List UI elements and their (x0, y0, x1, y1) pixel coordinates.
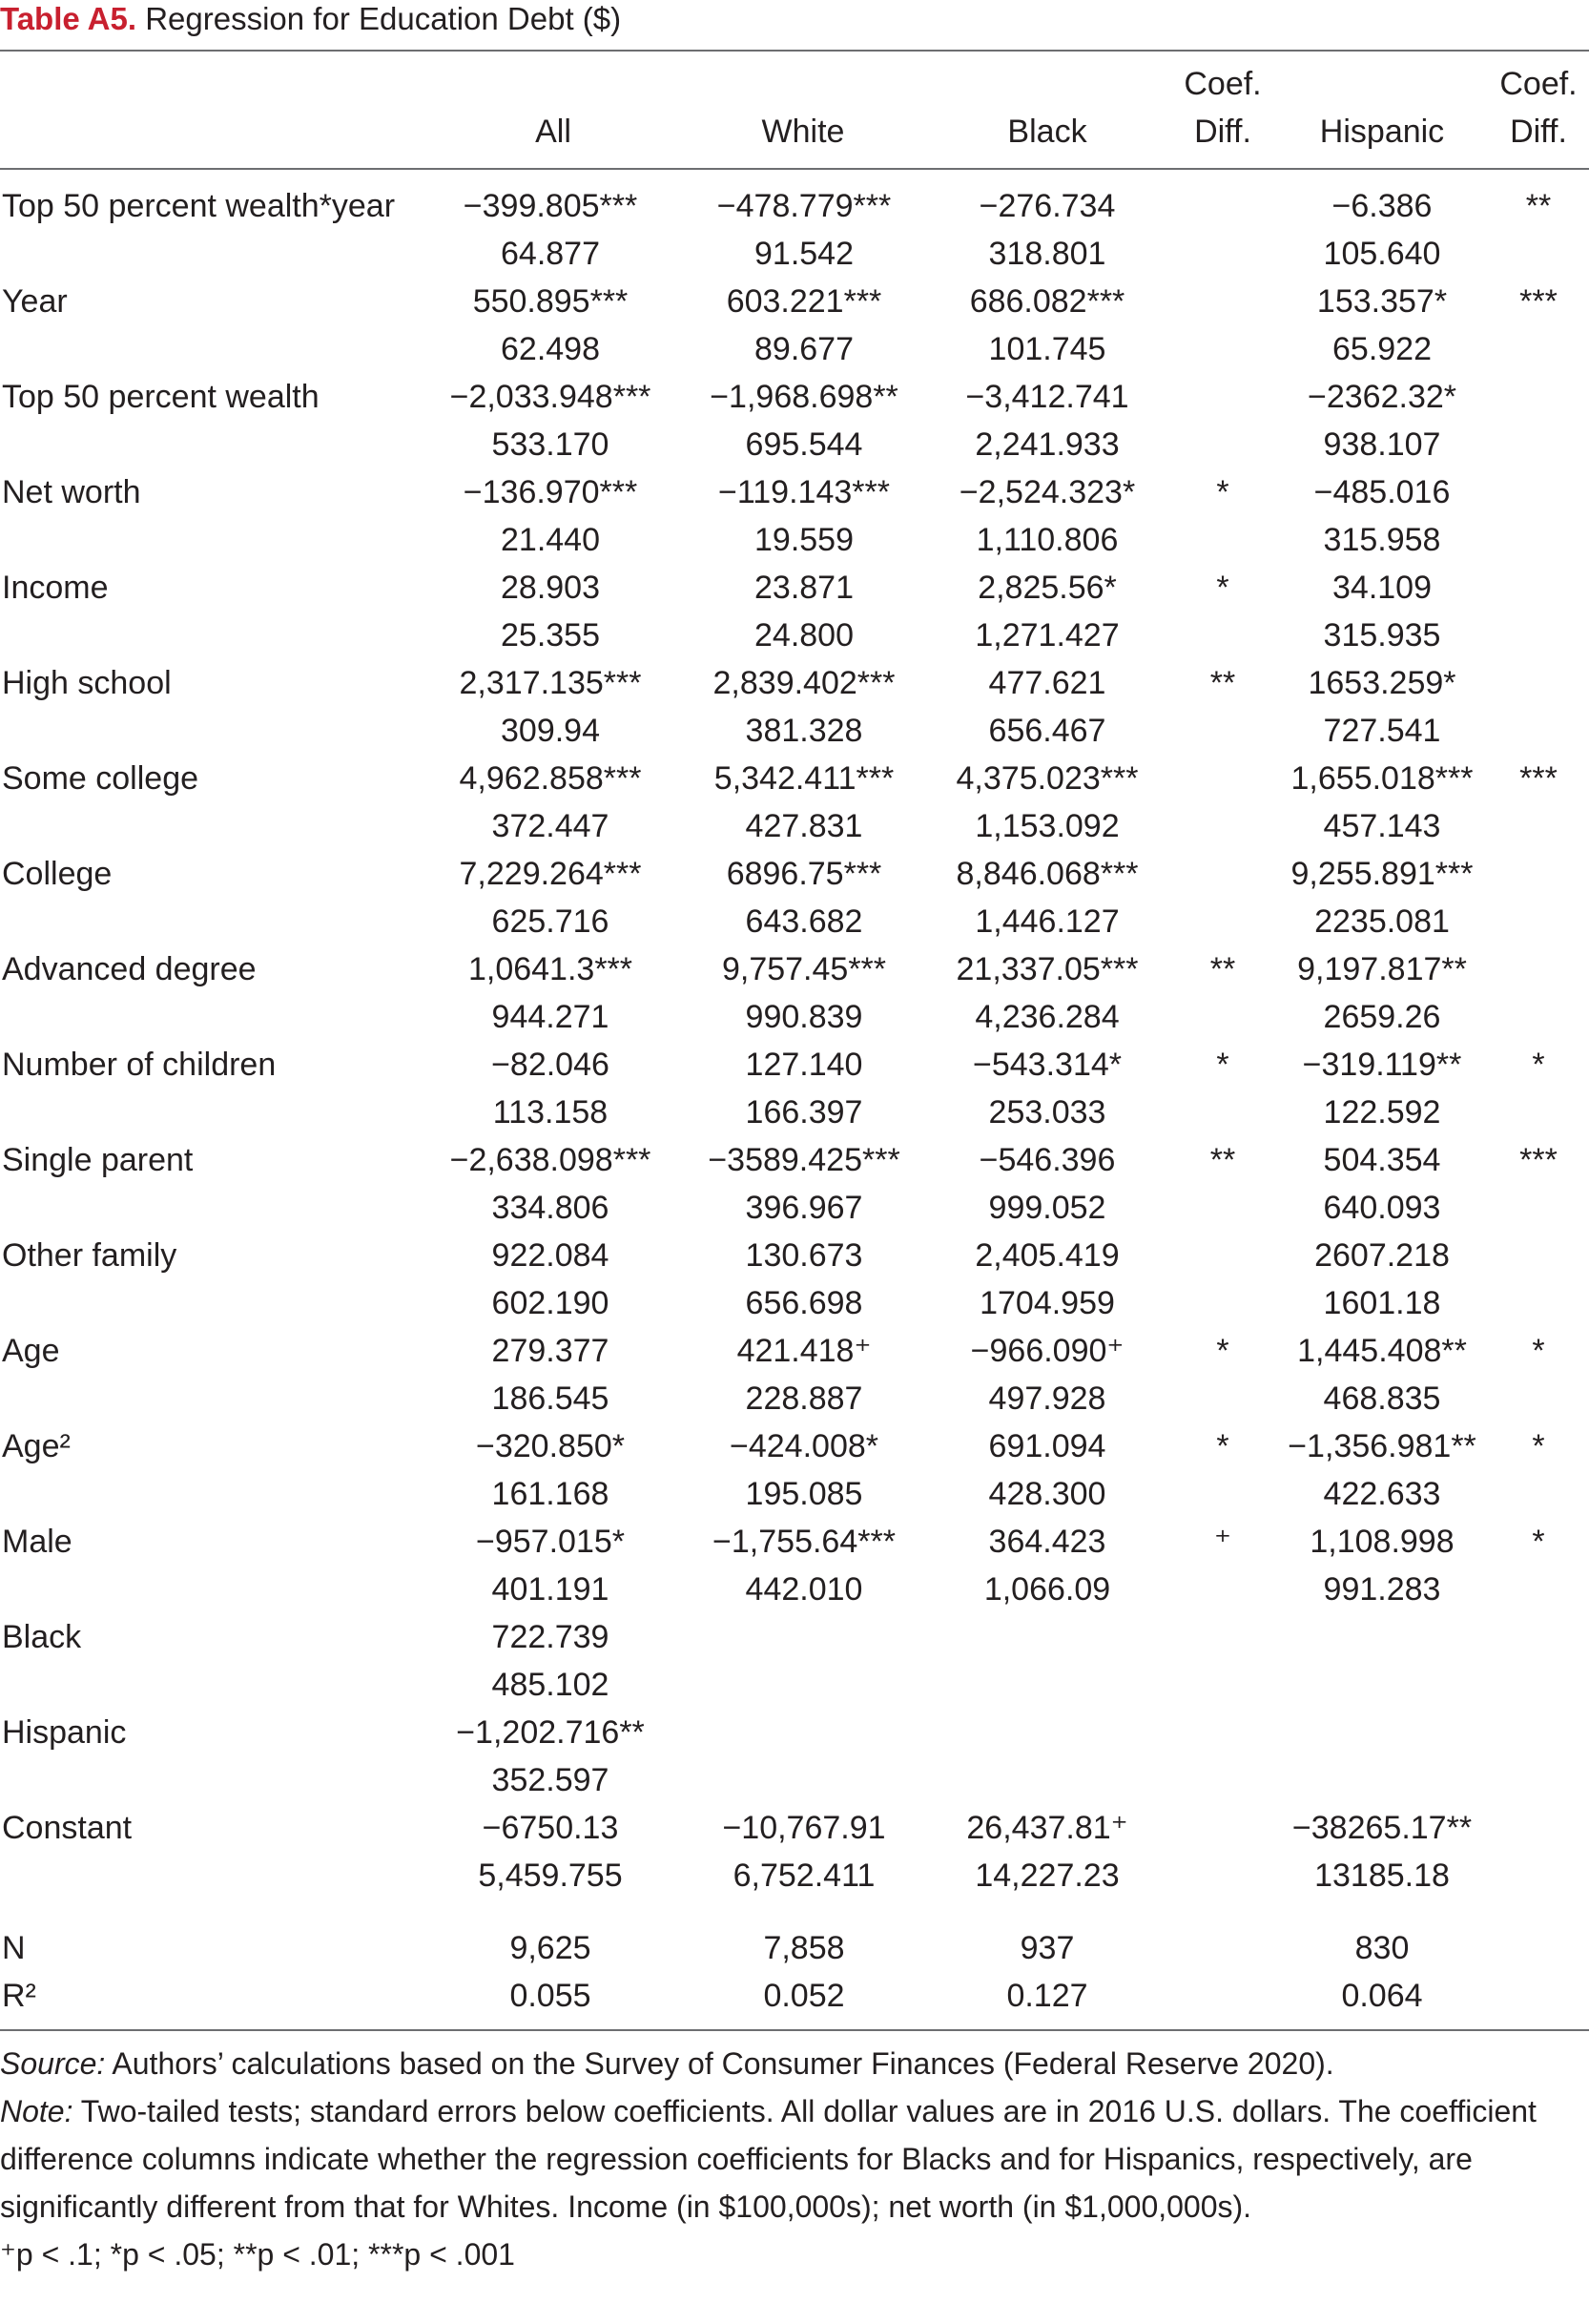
coef-all-top-50-percent-wealth: −2,033.948*** (449, 379, 651, 415)
table-title (0, 0, 621, 42)
coef-black-top-50-percent-wealth-year: −276.734 (979, 188, 1116, 224)
coef-coef-diff-black-net-worth: * (1216, 474, 1229, 510)
coef-all-high-school: 2,317.135*** (459, 665, 642, 701)
coef-coef-diff-black-college (1185, 855, 1261, 897)
summary-white-r-squared: 0.052 (763, 1978, 845, 2014)
coef-hispanic-number-of-children: −319.119** (1302, 1047, 1462, 1083)
coef-black-college: 8,846.068*** (956, 856, 1139, 892)
coef-hispanic-age: −1,356.981** (1288, 1428, 1476, 1464)
row-label-some-college: Some college (2, 760, 199, 797)
summary-black-n: 937 (1020, 1930, 1075, 1966)
coef-coef-diff-hispanic-year: *** (1519, 283, 1558, 320)
se-all-constant: 5,459.755 (478, 1857, 623, 1894)
note-label: Note: (0, 2094, 73, 2128)
summary-all-r-squared: 0.055 (509, 1978, 591, 2014)
row-label-college: College (2, 856, 113, 892)
row-label-top-50-percent-wealth-year: Top 50 percent wealth*year (2, 188, 396, 224)
coef-coef-diff-hispanic-age: * (1532, 1333, 1545, 1369)
se-hispanic-net-worth: 315.958 (1323, 522, 1441, 558)
coef-black-advanced-degree: 21,337.05*** (956, 951, 1139, 987)
se-black-male: 1,066.09 (983, 1571, 1111, 1608)
coef-coef-diff-hispanic-top-50-percent-wealth-year: ** (1525, 188, 1552, 224)
coef-all-college: 7,229.264*** (459, 856, 642, 892)
coef-hispanic-income: 34.109 (1332, 570, 1432, 606)
coef-black-hispanic (923, 1713, 1171, 1755)
se-hispanic-high-school: 727.541 (1323, 713, 1441, 749)
se-all-black: 485.102 (491, 1667, 609, 1703)
row-label-income: Income (2, 570, 109, 606)
se-hispanic-some-college: 457.143 (1323, 808, 1441, 844)
se-all-number-of-children: 113.158 (492, 1094, 609, 1131)
se-white-income: 24.800 (754, 617, 854, 654)
coef-white-college: 6896.75*** (726, 856, 882, 892)
se-white-constant: 6,752.411 (733, 1857, 876, 1894)
header-coef-diff-hispanic-line2: Diff. (1510, 114, 1567, 150)
se-hispanic-top-50-percent-wealth-year: 105.640 (1323, 236, 1441, 272)
se-black-top-50-percent-wealth-year: 318.801 (988, 236, 1106, 272)
se-hispanic-year: 65.922 (1332, 331, 1432, 367)
coef-black-year: 686.082*** (969, 283, 1125, 320)
coef-coef-diff-hispanic-college (1500, 855, 1577, 897)
coef-all-age: −320.850* (476, 1428, 625, 1464)
coef-hispanic-age: 1,445.408** (1297, 1333, 1467, 1369)
coef-black-age: −966.090⁺ (970, 1333, 1125, 1369)
coef-coef-diff-black-black (1185, 1618, 1261, 1660)
se-all-age: 161.168 (491, 1476, 609, 1512)
top-rule (0, 50, 1589, 52)
se-black-age: 497.928 (988, 1380, 1106, 1417)
coef-coef-diff-black-advanced-degree: ** (1209, 951, 1236, 987)
coef-white-number-of-children: 127.140 (745, 1047, 863, 1083)
coef-white-income: 23.871 (754, 570, 854, 606)
coef-black-constant: 26,437.81⁺ (966, 1810, 1128, 1846)
source-note (0, 2040, 1583, 2087)
coef-black-income: 2,825.56* (978, 570, 1117, 606)
se-white-hispanic (680, 1761, 928, 1803)
coef-all-male: −957.015* (476, 1524, 625, 1560)
row-label-age: Age² (2, 1428, 71, 1464)
row-label-male: Male (2, 1524, 72, 1560)
se-black-hispanic (923, 1761, 1171, 1803)
se-white-other-family: 656.698 (745, 1285, 863, 1321)
coef-white-some-college: 5,342.411*** (713, 760, 895, 797)
table-title-text: Regression for Education Debt ($) (145, 1, 622, 36)
coef-all-single-parent: −2,638.098*** (449, 1142, 651, 1178)
coef-all-age: 279.377 (491, 1333, 609, 1369)
note-text: Two-tailed tests; standard errors below coefficients. All dollar values are in 2016 U.S. dollars. The coefficient difference columns indicate whether the regression coefficients for Blacks and for Hispanics, respectively, are significantly different from that for Whites. Income (in $100,000s); net worth (in $1,000,000s). (0, 2094, 1537, 2224)
se-all-male: 401.191 (491, 1571, 609, 1608)
row-label-single-parent: Single parent (2, 1142, 194, 1178)
source-label: Source: (0, 2046, 106, 2081)
general-note (0, 2087, 1583, 2231)
coef-all-income: 28.903 (501, 570, 600, 606)
se-white-top-50-percent-wealth: 695.544 (745, 426, 863, 463)
coef-coef-diff-black-top-50-percent-wealth (1185, 378, 1261, 420)
se-all-year: 62.498 (501, 331, 600, 367)
coef-white-age: 421.418⁺ (736, 1333, 872, 1369)
significance-note: ⁺p < .1; *p < .05; **p < .01; ***p < .001 (0, 2237, 515, 2272)
coef-white-hispanic (680, 1713, 928, 1755)
summary-hispanic-r-squared: 0.064 (1341, 1978, 1423, 2014)
coef-coef-diff-hispanic-some-college: *** (1519, 760, 1558, 797)
coef-coef-diff-black-number-of-children: * (1216, 1047, 1229, 1083)
row-label-high-school: High school (2, 665, 172, 701)
se-all-college: 625.716 (491, 903, 609, 940)
coef-all-number-of-children: −82.046 (491, 1047, 609, 1083)
header-rule (0, 168, 1589, 170)
header-hispanic: Hispanic (1319, 114, 1445, 150)
se-white-age: 228.887 (745, 1380, 863, 1417)
coef-white-black (680, 1618, 928, 1660)
se-all-age: 186.545 (491, 1380, 609, 1417)
se-all-other-family: 602.190 (491, 1285, 609, 1321)
se-all-income: 25.355 (501, 617, 600, 654)
row-label-other-family: Other family (2, 1237, 177, 1274)
se-black-college: 1,446.127 (975, 903, 1120, 940)
coef-hispanic-top-50-percent-wealth: −2362.32* (1308, 379, 1456, 415)
coef-coef-diff-black-high-school: ** (1209, 665, 1236, 701)
coef-coef-diff-black-age: * (1216, 1333, 1229, 1369)
se-white-top-50-percent-wealth-year: 91.542 (754, 236, 854, 272)
se-black-black (923, 1666, 1171, 1708)
se-white-college: 643.682 (745, 903, 863, 940)
se-black-net-worth: 1,110.806 (976, 522, 1119, 558)
coef-hispanic-constant: −38265.17** (1291, 1810, 1473, 1846)
coef-all-net-worth: −136.970*** (463, 474, 638, 510)
header-all: All (535, 114, 571, 150)
se-all-hispanic: 352.597 (491, 1762, 609, 1798)
coef-white-single-parent: −3589.425*** (708, 1142, 900, 1178)
row-label-year: Year (2, 283, 68, 320)
coef-coef-diff-black-hispanic (1185, 1713, 1261, 1755)
coef-white-year: 603.221*** (726, 283, 882, 320)
se-white-high-school: 381.328 (745, 713, 863, 749)
coef-coef-diff-black-age: * (1216, 1428, 1229, 1464)
se-all-single-parent: 334.806 (491, 1190, 609, 1226)
coef-hispanic-college: 9,255.891*** (1290, 856, 1474, 892)
coef-white-net-worth: −119.143*** (718, 474, 890, 510)
se-white-net-worth: 19.559 (754, 522, 854, 558)
header-coef-diff-hispanic-line1: Coef. (1499, 66, 1578, 102)
se-all-high-school: 309.94 (501, 713, 600, 749)
se-hispanic-hispanic (1258, 1761, 1506, 1803)
coef-hispanic-some-college: 1,655.018*** (1290, 760, 1474, 797)
se-hispanic-male: 991.283 (1323, 1571, 1441, 1608)
se-white-black (680, 1666, 928, 1708)
se-hispanic-top-50-percent-wealth: 938.107 (1323, 426, 1441, 463)
coef-coef-diff-hispanic-other-family (1500, 1236, 1577, 1278)
coef-hispanic-year: 153.357* (1316, 283, 1448, 320)
se-black-top-50-percent-wealth: 2,241.933 (975, 426, 1120, 463)
se-white-year: 89.677 (754, 331, 854, 367)
se-all-top-50-percent-wealth-year: 64.877 (501, 236, 600, 272)
coef-all-hispanic: −1,202.716** (456, 1714, 645, 1751)
se-black-some-college: 1,153.092 (975, 808, 1120, 844)
coef-white-top-50-percent-wealth: −1,968.698** (710, 379, 898, 415)
se-hispanic-advanced-degree: 2659.26 (1323, 999, 1441, 1035)
coef-coef-diff-black-year (1185, 282, 1261, 324)
se-all-net-worth: 21.440 (501, 522, 600, 558)
summary-black-r-squared: 0.127 (1006, 1978, 1088, 2014)
row-label-constant: Constant (2, 1810, 133, 1846)
coef-black-high-school: 477.621 (988, 665, 1106, 701)
coef-coef-diff-hispanic-top-50-percent-wealth (1500, 378, 1577, 420)
coef-white-advanced-degree: 9,757.45*** (721, 951, 887, 987)
se-hispanic-other-family: 1601.18 (1323, 1285, 1441, 1321)
coef-all-top-50-percent-wealth-year: −399.805*** (463, 188, 638, 224)
se-black-other-family: 1704.959 (980, 1285, 1115, 1321)
coef-coef-diff-hispanic-hispanic (1500, 1713, 1577, 1755)
se-white-age: 195.085 (745, 1476, 863, 1512)
header-coef-diff-black-line1: Coef. (1184, 66, 1262, 102)
coef-coef-diff-hispanic-advanced-degree (1500, 950, 1577, 992)
se-hispanic-number-of-children: 122.592 (1323, 1094, 1441, 1131)
header-white: White (761, 114, 845, 150)
coef-coef-diff-black-top-50-percent-wealth-year (1185, 187, 1261, 229)
coef-hispanic-hispanic (1258, 1713, 1506, 1755)
coef-white-other-family: 130.673 (745, 1237, 863, 1274)
coef-coef-diff-hispanic-high-school (1500, 664, 1577, 706)
row-label-age: Age (2, 1333, 60, 1369)
coef-black-top-50-percent-wealth: −3,412.741 (965, 379, 1129, 415)
se-white-single-parent: 396.967 (745, 1190, 863, 1226)
se-hispanic-college: 2235.081 (1314, 903, 1450, 940)
coef-white-constant: −10,767.91 (722, 1810, 886, 1846)
coef-all-year: 550.895*** (472, 283, 629, 320)
row-label-advanced-degree: Advanced degree (2, 951, 257, 987)
row-label-number-of-children: Number of children (2, 1047, 277, 1083)
bottom-rule (0, 2029, 1589, 2031)
summary-all-n: 9,625 (509, 1930, 591, 1966)
header-black: Black (1007, 114, 1087, 150)
se-black-single-parent: 999.052 (988, 1190, 1106, 1226)
coef-coef-diff-black-male: ⁺ (1214, 1524, 1231, 1560)
se-black-year: 101.745 (988, 331, 1106, 367)
summary-label-r-squared: R² (2, 1978, 36, 2014)
se-hispanic-single-parent: 640.093 (1323, 1190, 1441, 1226)
row-label-hispanic: Hispanic (2, 1714, 127, 1751)
coef-hispanic-top-50-percent-wealth-year: −6.386 (1331, 188, 1433, 224)
coef-all-constant: −6750.13 (482, 1810, 619, 1846)
table-footer (0, 2040, 1583, 2278)
se-all-top-50-percent-wealth: 533.170 (491, 426, 609, 463)
se-black-constant: 14,227.23 (975, 1857, 1120, 1894)
coef-white-age: −424.008* (730, 1428, 878, 1464)
coef-hispanic-male: 1,108.998 (1310, 1524, 1455, 1560)
coef-white-male: −1,755.64*** (712, 1524, 896, 1560)
coef-hispanic-net-worth: −485.016 (1313, 474, 1451, 510)
coef-all-black: 722.739 (491, 1619, 609, 1655)
se-hispanic-constant: 13185.18 (1314, 1857, 1450, 1894)
coef-coef-diff-hispanic-income (1500, 569, 1577, 611)
coef-black-number-of-children: −543.314* (973, 1047, 1122, 1083)
coef-black-male: 364.423 (988, 1524, 1106, 1560)
coef-hispanic-advanced-degree: 9,197.817** (1297, 951, 1467, 987)
se-all-some-college: 372.447 (491, 808, 609, 844)
coef-black-black (923, 1618, 1171, 1660)
se-black-age: 428.300 (988, 1476, 1106, 1512)
coef-coef-diff-hispanic-number-of-children: * (1532, 1047, 1545, 1083)
header-coef-diff-black-line2: Diff. (1194, 114, 1251, 150)
se-black-high-school: 656.467 (988, 713, 1106, 749)
coef-white-top-50-percent-wealth-year: −478.779*** (716, 188, 892, 224)
coef-coef-diff-black-single-parent: ** (1209, 1142, 1236, 1178)
se-hispanic-income: 315.935 (1323, 617, 1441, 654)
coef-all-some-college: 4,962.858*** (459, 760, 642, 797)
row-label-black: Black (2, 1619, 82, 1655)
coef-black-age: 691.094 (988, 1428, 1106, 1464)
coef-coef-diff-hispanic-single-parent: *** (1519, 1142, 1558, 1178)
coef-hispanic-other-family: 2607.218 (1314, 1237, 1450, 1274)
coef-coef-diff-black-constant (1185, 1809, 1261, 1851)
coef-coef-diff-hispanic-black (1500, 1618, 1577, 1660)
se-white-some-college: 427.831 (745, 808, 863, 844)
summary-label-n: N (2, 1930, 26, 1966)
se-hispanic-black (1258, 1666, 1506, 1708)
coef-black-some-college: 4,375.023*** (956, 760, 1139, 797)
row-label-net-worth: Net worth (2, 474, 141, 510)
source-text: Authors’ calculations based on the Survey of Consumer Finances (Federal Reserve 2020). (105, 2046, 1334, 2081)
se-white-number-of-children: 166.397 (745, 1094, 863, 1131)
coef-all-other-family: 922.084 (491, 1237, 609, 1274)
coef-hispanic-high-school: 1653.259* (1308, 665, 1456, 701)
se-white-advanced-degree: 990.839 (745, 999, 863, 1035)
se-black-income: 1,271.427 (975, 617, 1120, 654)
table-label: Table A5. (0, 1, 137, 36)
coef-black-net-worth: −2,524.323* (959, 474, 1136, 510)
se-white-male: 442.010 (745, 1571, 863, 1608)
coef-coef-diff-hispanic-age: * (1532, 1428, 1545, 1464)
coef-coef-diff-hispanic-constant (1500, 1809, 1577, 1851)
coef-hispanic-single-parent: 504.354 (1323, 1142, 1441, 1178)
se-hispanic-age: 468.835 (1323, 1380, 1441, 1417)
coef-coef-diff-black-income: * (1216, 570, 1229, 606)
coef-coef-diff-hispanic-male: * (1532, 1524, 1545, 1560)
se-all-advanced-degree: 944.271 (491, 999, 609, 1035)
summary-hispanic-n: 830 (1354, 1930, 1410, 1966)
coef-black-single-parent: −546.396 (979, 1142, 1116, 1178)
se-black-advanced-degree: 4,236.284 (975, 999, 1120, 1035)
coef-coef-diff-hispanic-net-worth (1500, 473, 1577, 515)
coef-all-advanced-degree: 1,0641.3*** (467, 951, 633, 987)
summary-white-n: 7,858 (763, 1930, 845, 1966)
se-black-number-of-children: 253.033 (988, 1094, 1106, 1131)
coef-coef-diff-black-some-college (1185, 759, 1261, 801)
coef-hispanic-black (1258, 1618, 1506, 1660)
coef-black-other-family: 2,405.419 (975, 1237, 1120, 1274)
coef-coef-diff-black-other-family (1185, 1236, 1261, 1278)
se-hispanic-age: 422.633 (1323, 1476, 1441, 1512)
coef-white-high-school: 2,839.402*** (712, 665, 896, 701)
row-label-top-50-percent-wealth: Top 50 percent wealth (2, 379, 320, 415)
